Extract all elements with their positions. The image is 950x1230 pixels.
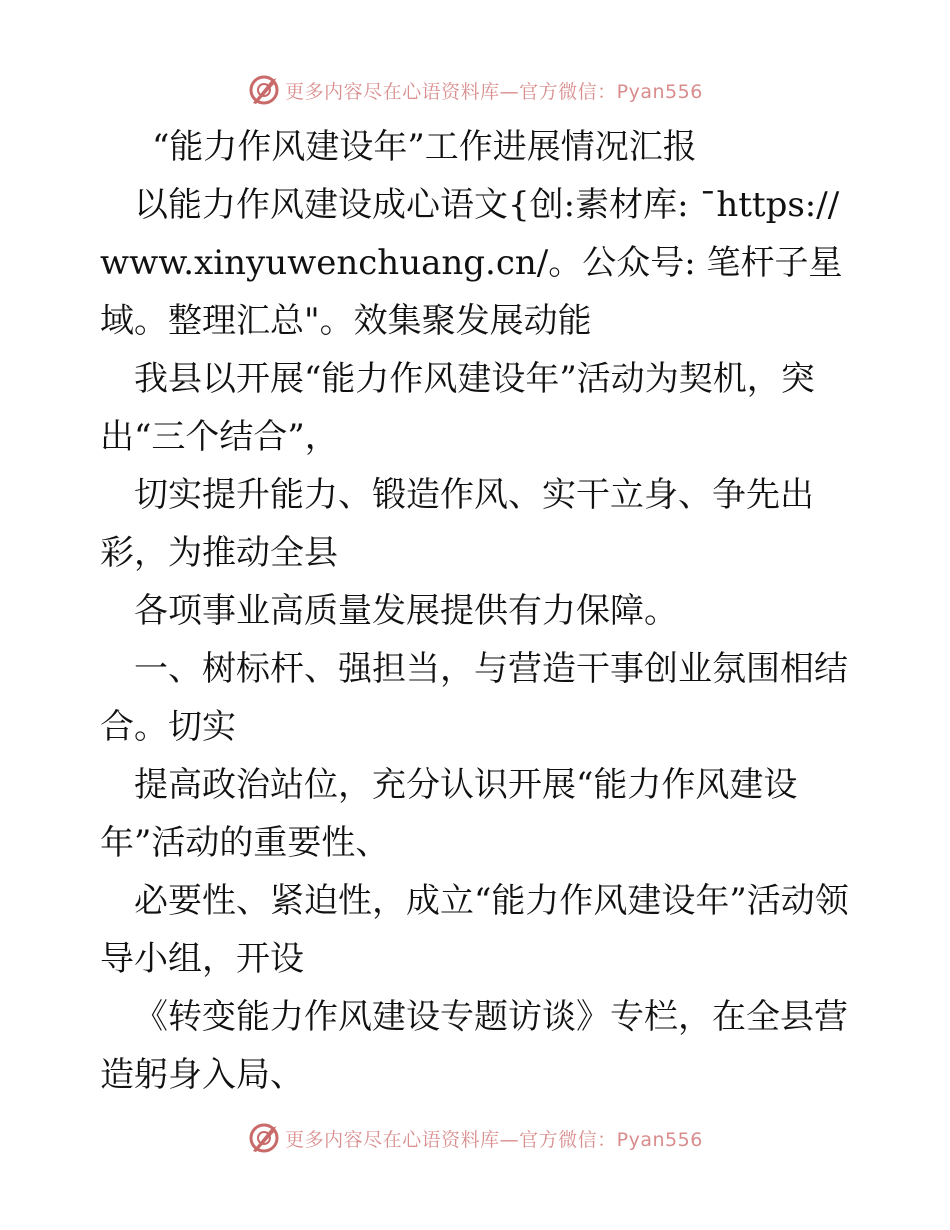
watermark-text: 更多内容尽在心语资料库—官方微信：Pyan556 [285, 80, 703, 103]
watermark-header [0, 70, 950, 110]
paragraph: 我县以开展“能力作风建设年”活动为契机，突出“三个结合”， [100, 359, 815, 457]
paragraph: 各项事业高质量发展提供有力保障。 [134, 591, 678, 631]
pen-logo-icon [247, 73, 281, 107]
paragraph: 提高政治站位，充分认识开展“能力作风建设年”活动的重要性、 [100, 765, 798, 863]
document-title: “能力作风建设年”工作进展情况汇报 [152, 127, 697, 167]
paragraph: 切实提升能力、锻造作风、实干立身、争先出彩，为推动全县 [100, 475, 814, 573]
paragraph: 必要性、紧迫性，成立“能力作风建设年”活动领导小组，开设 [100, 881, 849, 979]
paragraph: 《转变能力作风建设专题访谈》专栏，在全县营造躬身入局、 [100, 997, 848, 1095]
pen-logo-icon [247, 1121, 281, 1155]
paragraph: 以能力作风建设成心语文{创:素材库: ¯https://www.xinyuwenchuang.cn/。公众号: 笔杆子星域。整理汇总"。效集聚发展动能 [100, 185, 843, 341]
paragraph: 一、树标杆、强担当，与营造干事创业氛围相结合。切实 [100, 649, 848, 747]
document-body [100, 118, 860, 1104]
watermark-text: 更多内容尽在心语资料库—官方微信：Pyan556 [285, 1128, 703, 1151]
watermark-footer [0, 1118, 950, 1158]
